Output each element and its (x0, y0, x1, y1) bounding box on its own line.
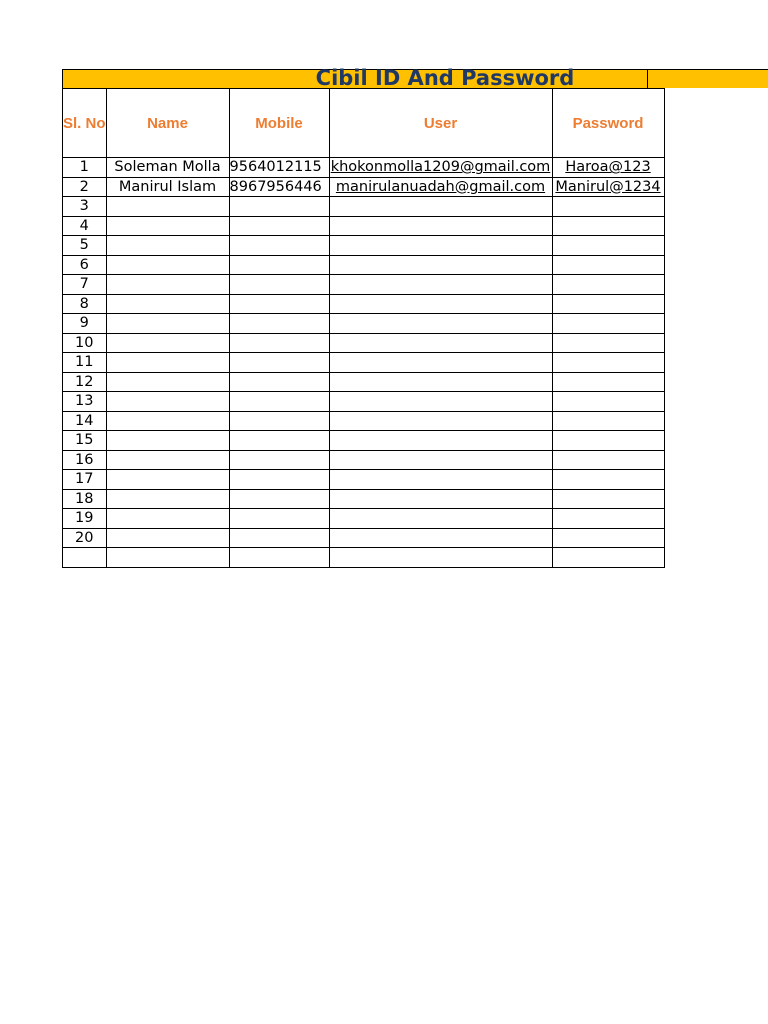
cell-user[interactable] (329, 489, 552, 509)
cell-sl-no[interactable]: 1 (63, 158, 107, 178)
cell-name[interactable]: Manirul Islam (106, 177, 229, 197)
cell-password[interactable] (552, 314, 664, 334)
cell-sl-no[interactable]: 4 (63, 216, 107, 236)
cell-name[interactable] (106, 294, 229, 314)
cell-name[interactable] (106, 255, 229, 275)
cell-mobile[interactable] (229, 450, 329, 470)
cell-mobile[interactable] (229, 470, 329, 490)
cell-user[interactable] (329, 528, 552, 548)
cell-user[interactable] (329, 216, 552, 236)
cell-mobile[interactable] (229, 528, 329, 548)
table-row (63, 294, 665, 314)
cell-password[interactable] (552, 294, 664, 314)
table-row (63, 489, 665, 509)
cell-sl-no[interactable]: 5 (63, 236, 107, 256)
cell-sl-no[interactable]: 2 (63, 177, 107, 197)
cell-name[interactable] (106, 392, 229, 412)
cell-user[interactable] (329, 509, 552, 529)
cell-name[interactable]: Soleman Molla (106, 158, 229, 178)
header-mobile[interactable] (229, 89, 329, 158)
cell-user[interactable] (329, 450, 552, 470)
cell-name[interactable] (106, 450, 229, 470)
cell-mobile[interactable] (229, 255, 329, 275)
cell-password[interactable] (552, 236, 664, 256)
cell-mobile[interactable] (229, 548, 329, 568)
table-row (63, 392, 665, 412)
cell-user[interactable] (329, 255, 552, 275)
header-user-label: User (423, 114, 458, 132)
cell-sl-no[interactable]: 11 (63, 353, 107, 373)
cell-user[interactable] (329, 333, 552, 353)
cell-sl-no[interactable]: 9 (63, 314, 107, 334)
cell-sl-no[interactable] (63, 548, 107, 568)
table-row (63, 548, 665, 568)
cell-user[interactable] (329, 431, 552, 451)
cell-mobile[interactable] (229, 314, 329, 334)
cell-mobile[interactable] (229, 392, 329, 412)
table-row (63, 509, 665, 529)
table-row (63, 275, 665, 295)
header-name[interactable] (106, 89, 229, 158)
table-row (63, 372, 665, 392)
cell-password[interactable]: Haroa@123 (552, 158, 664, 178)
cell-password[interactable] (552, 372, 664, 392)
table-row (63, 353, 665, 373)
header-row (63, 89, 665, 158)
cell-password[interactable] (552, 333, 664, 353)
cell-password[interactable] (552, 353, 664, 373)
table-row (63, 431, 665, 451)
cell-password[interactable] (552, 509, 664, 529)
cell-mobile[interactable] (229, 216, 329, 236)
table-row (63, 216, 665, 236)
cell-name[interactable] (106, 528, 229, 548)
cell-password[interactable] (552, 489, 664, 509)
cell-sl-no[interactable]: 13 (63, 392, 107, 412)
cell-sl-no[interactable]: 19 (63, 509, 107, 529)
table-row (63, 177, 665, 197)
cell-mobile[interactable] (229, 353, 329, 373)
header-password-label: Password (572, 114, 644, 132)
cell-name[interactable] (106, 216, 229, 236)
cell-mobile[interactable] (229, 294, 329, 314)
cell-mobile[interactable]: 9564012115 (229, 158, 329, 178)
cell-name[interactable] (106, 314, 229, 334)
cell-name[interactable] (106, 470, 229, 490)
cell-password[interactable] (552, 216, 664, 236)
table-row (63, 450, 665, 470)
cell-sl-no[interactable]: 20 (63, 528, 107, 548)
cell-mobile[interactable] (229, 372, 329, 392)
cell-password[interactable] (552, 255, 664, 275)
cell-user[interactable] (329, 294, 552, 314)
cell-name[interactable] (106, 411, 229, 431)
cell-mobile[interactable] (229, 411, 329, 431)
cell-mobile[interactable] (229, 197, 329, 217)
header-user[interactable] (329, 89, 552, 158)
table-row (63, 158, 665, 178)
cell-sl-no[interactable]: 3 (63, 197, 107, 217)
sheet-title: Cibil ID And Password (315, 66, 575, 90)
cell-name[interactable] (106, 431, 229, 451)
cell-mobile[interactable] (229, 333, 329, 353)
cell-sl-no[interactable]: 18 (63, 489, 107, 509)
cell-user[interactable] (329, 236, 552, 256)
table-row (63, 470, 665, 490)
cell-name[interactable] (106, 509, 229, 529)
cell-name[interactable] (106, 333, 229, 353)
cell-name[interactable] (106, 236, 229, 256)
cell-user[interactable] (329, 392, 552, 412)
cell-name[interactable] (106, 275, 229, 295)
credentials-table (62, 88, 665, 568)
table-row (63, 314, 665, 334)
cell-mobile[interactable] (229, 236, 329, 256)
cell-password[interactable] (552, 197, 664, 217)
header-password[interactable] (552, 89, 664, 158)
cell-user[interactable]: manirulanuadah@gmail.com (329, 177, 552, 197)
cell-mobile[interactable] (229, 489, 329, 509)
cell-user[interactable] (329, 411, 552, 431)
cell-mobile[interactable] (229, 275, 329, 295)
table-row (63, 197, 665, 217)
cell-user[interactable] (329, 353, 552, 373)
cell-name[interactable] (106, 197, 229, 217)
cell-sl-no[interactable]: 6 (63, 255, 107, 275)
cell-name[interactable] (106, 548, 229, 568)
cell-sl-no[interactable]: 17 (63, 470, 107, 490)
cell-mobile[interactable]: 8967956446 (229, 177, 329, 197)
cell-user[interactable] (329, 197, 552, 217)
header-name-label: Name (147, 114, 188, 132)
table-row (63, 411, 665, 431)
cell-mobile[interactable] (229, 509, 329, 529)
cell-password[interactable] (552, 470, 664, 490)
cell-mobile[interactable] (229, 431, 329, 451)
cell-password[interactable] (552, 411, 664, 431)
cell-user[interactable] (329, 314, 552, 334)
cell-sl-no[interactable]: 15 (63, 431, 107, 451)
cell-sl-no[interactable]: 8 (63, 294, 107, 314)
cell-password[interactable] (552, 450, 664, 470)
cell-password[interactable] (552, 431, 664, 451)
cell-name[interactable] (106, 353, 229, 373)
cell-user[interactable] (329, 372, 552, 392)
cell-password[interactable] (552, 548, 664, 568)
table-row (63, 528, 665, 548)
table-row (63, 255, 665, 275)
cell-password[interactable] (552, 528, 664, 548)
cell-sl-no[interactable]: 12 (63, 372, 107, 392)
cell-password[interactable] (552, 392, 664, 412)
header-sl-no-label: Sl. No (63, 114, 106, 132)
table-body (63, 158, 665, 568)
cell-user[interactable] (329, 470, 552, 490)
cell-password[interactable]: Manirul@1234 (552, 177, 664, 197)
header-mobile-label: Mobile (255, 114, 303, 132)
cell-name[interactable] (106, 372, 229, 392)
cell-sl-no[interactable]: 7 (63, 275, 107, 295)
cell-password[interactable] (552, 275, 664, 295)
cell-name[interactable] (106, 489, 229, 509)
cell-sl-no[interactable]: 14 (63, 411, 107, 431)
cell-sl-no[interactable]: 16 (63, 450, 107, 470)
cell-sl-no[interactable]: 10 (63, 333, 107, 353)
cell-user[interactable]: khokonmolla1209@gmail.com (330, 159, 551, 176)
header-sl-no[interactable] (63, 89, 107, 158)
table-row (63, 333, 665, 353)
cell-user[interactable] (329, 275, 552, 295)
cell-user[interactable] (329, 548, 552, 568)
table-row (63, 236, 665, 256)
